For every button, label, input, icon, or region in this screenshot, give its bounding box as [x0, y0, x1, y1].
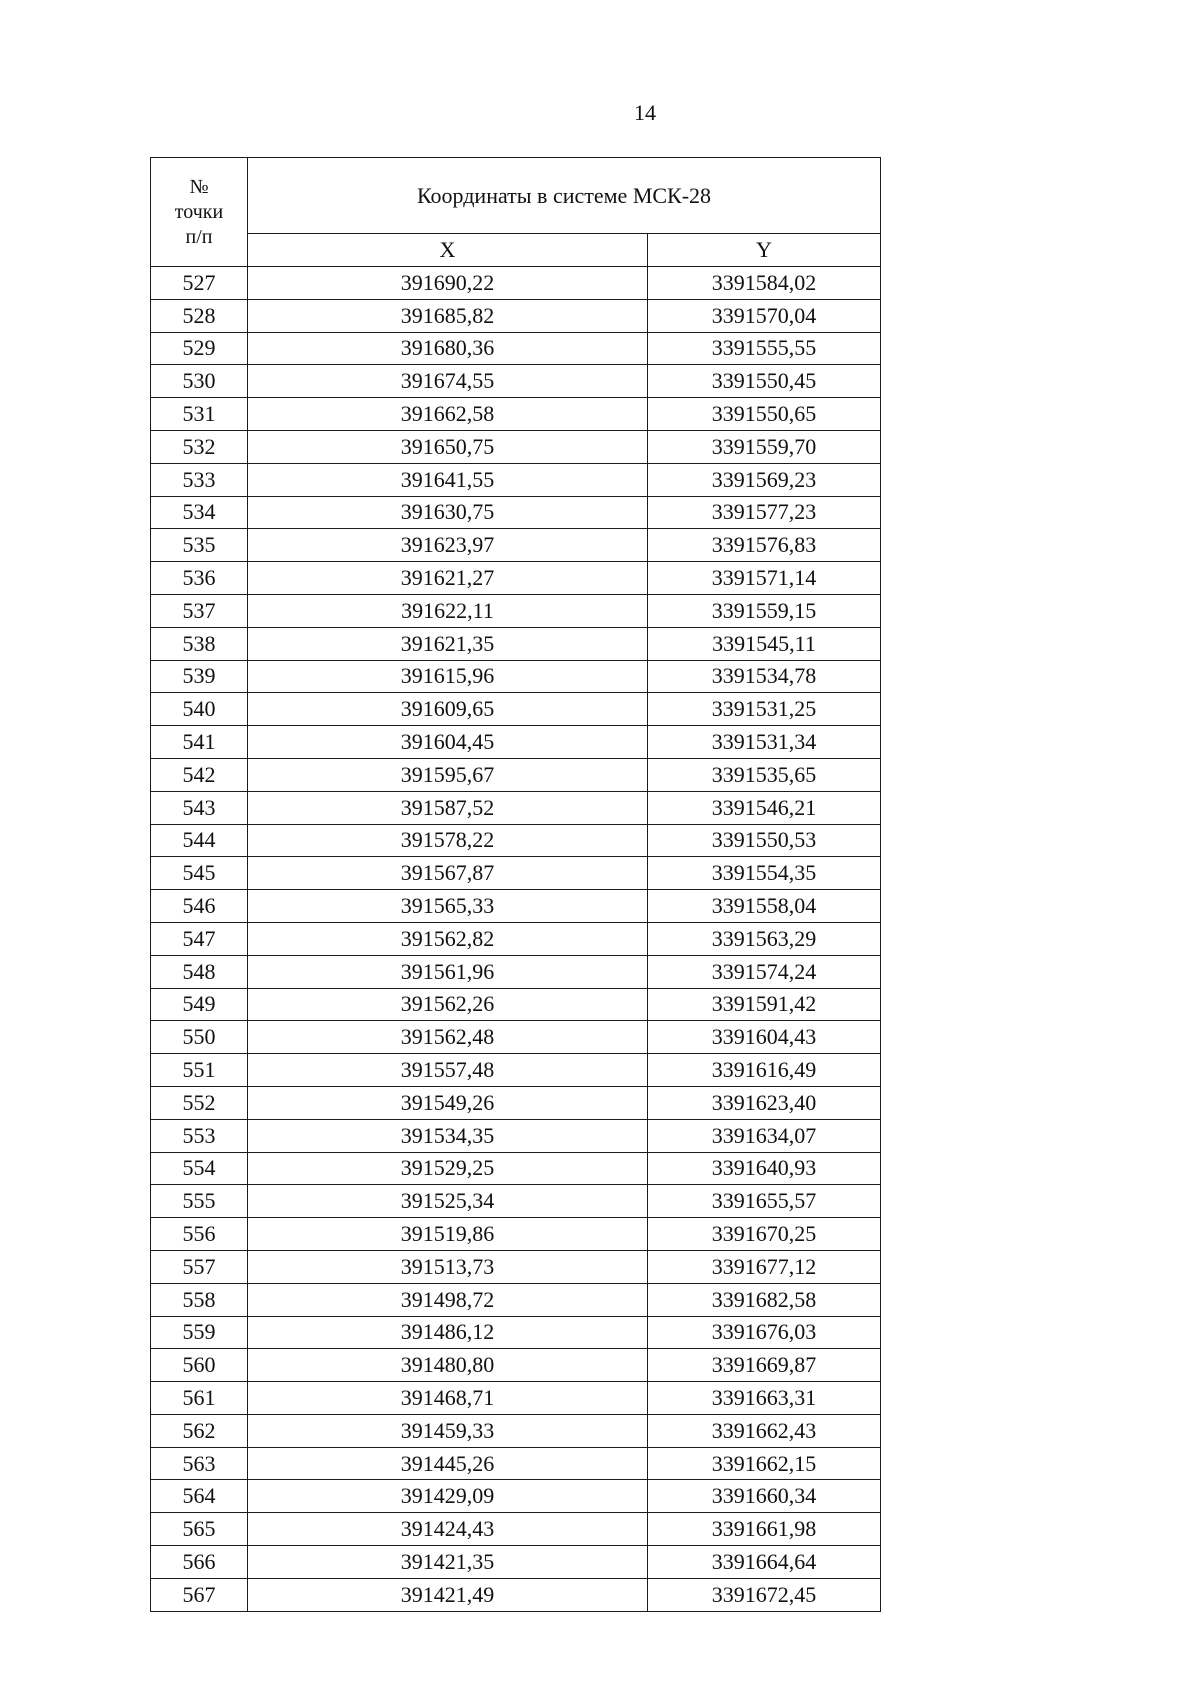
table-row	[151, 365, 881, 398]
y-coordinate-cell: 3391559,70	[648, 430, 881, 463]
x-coordinate-cell: 391459,33	[248, 1414, 648, 1447]
table-row	[151, 1185, 881, 1218]
table-row	[151, 463, 881, 496]
table-row	[151, 1218, 881, 1251]
x-coordinate-cell: 391557,48	[248, 1054, 648, 1087]
y-coordinate-cell: 3391672,45	[648, 1578, 881, 1611]
point-number-cell: 545	[151, 857, 248, 890]
y-coordinate-cell: 3391623,40	[648, 1086, 881, 1119]
table-row	[151, 1086, 881, 1119]
x-coordinate-cell: 391630,75	[248, 496, 648, 529]
table-row	[151, 594, 881, 627]
point-number-header-line2: точки	[174, 200, 224, 223]
point-number-cell: 542	[151, 758, 248, 791]
table-row	[151, 1119, 881, 1152]
point-number-cell: 550	[151, 1021, 248, 1054]
table-row	[151, 1250, 881, 1283]
point-number-cell: 553	[151, 1119, 248, 1152]
x-coordinate-cell: 391650,75	[248, 430, 648, 463]
y-coordinate-cell: 3391584,02	[648, 267, 881, 300]
y-coordinate-cell: 3391546,21	[648, 791, 881, 824]
point-number-cell: 536	[151, 562, 248, 595]
point-number-cell: 534	[151, 496, 248, 529]
table-row	[151, 398, 881, 431]
table-row	[151, 1480, 881, 1513]
table-row	[151, 726, 881, 759]
point-number-cell: 543	[151, 791, 248, 824]
table-row	[151, 430, 881, 463]
y-coordinate-cell: 3391604,43	[648, 1021, 881, 1054]
table-row	[151, 1447, 881, 1480]
x-coordinate-cell: 391513,73	[248, 1250, 648, 1283]
x-coordinate-cell: 391595,67	[248, 758, 648, 791]
y-coordinate-cell: 3391535,65	[648, 758, 881, 791]
y-coordinate-cell: 3391559,15	[648, 594, 881, 627]
table-row	[151, 562, 881, 595]
y-coordinate-cell: 3391555,55	[648, 332, 881, 365]
table-row	[151, 332, 881, 365]
x-coordinate-cell: 391421,35	[248, 1546, 648, 1579]
point-number-cell: 547	[151, 922, 248, 955]
point-number-cell: 529	[151, 332, 248, 365]
point-number-cell: 557	[151, 1250, 248, 1283]
y-coordinate-cell: 3391682,58	[648, 1283, 881, 1316]
x-coordinate-cell: 391468,71	[248, 1382, 648, 1415]
table-row	[151, 627, 881, 660]
point-number-cell: 546	[151, 890, 248, 923]
x-coordinate-cell: 391565,33	[248, 890, 648, 923]
point-number-cell: 566	[151, 1546, 248, 1579]
x-coordinate-cell: 391562,26	[248, 988, 648, 1021]
point-number-cell: 559	[151, 1316, 248, 1349]
table-row	[151, 496, 881, 529]
y-coordinate-cell: 3391550,53	[648, 824, 881, 857]
x-coordinate-cell: 391680,36	[248, 332, 648, 365]
coordinates-system-header: Координаты в системе МСК-28	[248, 158, 881, 234]
y-coordinate-cell: 3391554,35	[648, 857, 881, 890]
x-coordinate-cell: 391421,49	[248, 1578, 648, 1611]
y-coordinate-cell: 3391661,98	[648, 1513, 881, 1546]
point-number-cell: 541	[151, 726, 248, 759]
x-coordinate-cell: 391578,22	[248, 824, 648, 857]
table-row	[151, 955, 881, 988]
point-number-header-line1: №	[189, 175, 209, 198]
table-row	[151, 1414, 881, 1447]
y-coordinate-cell: 3391664,64	[648, 1546, 881, 1579]
table-row	[151, 824, 881, 857]
point-number-cell: 561	[151, 1382, 248, 1415]
y-coordinate-cell: 3391669,87	[648, 1349, 881, 1382]
table-row	[151, 1382, 881, 1415]
x-coordinate-cell: 391621,27	[248, 562, 648, 595]
y-coordinate-cell: 3391531,25	[648, 693, 881, 726]
table-row	[151, 693, 881, 726]
point-number-cell: 549	[151, 988, 248, 1021]
table-row	[151, 988, 881, 1021]
x-coordinate-cell: 391609,65	[248, 693, 648, 726]
x-coordinate-cell: 391486,12	[248, 1316, 648, 1349]
x-coordinate-cell: 391561,96	[248, 955, 648, 988]
table-row	[151, 1021, 881, 1054]
x-coordinate-cell: 391621,35	[248, 627, 648, 660]
point-number-cell: 548	[151, 955, 248, 988]
y-coordinate-cell: 3391576,83	[648, 529, 881, 562]
y-coordinate-cell: 3391634,07	[648, 1119, 881, 1152]
table-row	[151, 1316, 881, 1349]
y-coordinate-cell: 3391574,24	[648, 955, 881, 988]
point-number-cell: 562	[151, 1414, 248, 1447]
table-row	[151, 890, 881, 923]
x-coordinate-cell: 391623,97	[248, 529, 648, 562]
x-coordinate-cell: 391445,26	[248, 1447, 648, 1480]
table-row	[151, 857, 881, 890]
y-coordinate-cell: 3391676,03	[648, 1316, 881, 1349]
x-coordinate-cell: 391690,22	[248, 267, 648, 300]
page-number: 14	[634, 100, 656, 125]
table-row	[151, 660, 881, 693]
y-coordinate-cell: 3391545,11	[648, 627, 881, 660]
y-coordinate-cell: 3391571,14	[648, 562, 881, 595]
x-coordinate-cell: 391534,35	[248, 1119, 648, 1152]
y-coordinate-cell: 3391570,04	[648, 299, 881, 332]
point-number-cell: 538	[151, 627, 248, 660]
x-coordinate-cell: 391615,96	[248, 660, 648, 693]
x-coordinate-cell: 391622,11	[248, 594, 648, 627]
table-row	[151, 267, 881, 300]
y-coordinate-cell: 3391591,42	[648, 988, 881, 1021]
x-coordinate-cell: 391587,52	[248, 791, 648, 824]
point-number-cell: 567	[151, 1578, 248, 1611]
y-coordinate-cell: 3391569,23	[648, 463, 881, 496]
table-row	[151, 791, 881, 824]
x-coordinate-cell: 391562,82	[248, 922, 648, 955]
table-body	[151, 267, 881, 1612]
table-row	[151, 1283, 881, 1316]
y-coordinate-cell: 3391640,93	[648, 1152, 881, 1185]
table-row	[151, 1578, 881, 1611]
point-number-cell: 552	[151, 1086, 248, 1119]
x-coordinate-cell: 391525,34	[248, 1185, 648, 1218]
y-coordinate-cell: 3391655,57	[648, 1185, 881, 1218]
y-coordinate-cell: 3391662,15	[648, 1447, 881, 1480]
x-coordinate-cell: 391685,82	[248, 299, 648, 332]
x-coordinate-cell: 391549,26	[248, 1086, 648, 1119]
table-row	[151, 299, 881, 332]
x-coordinate-cell: 391662,58	[248, 398, 648, 431]
y-column-header: Y	[648, 234, 881, 267]
x-coordinate-cell: 391567,87	[248, 857, 648, 890]
x-coordinate-cell: 391424,43	[248, 1513, 648, 1546]
x-coordinate-cell: 391641,55	[248, 463, 648, 496]
x-coordinate-cell: 391674,55	[248, 365, 648, 398]
table-row	[151, 1349, 881, 1382]
table-row	[151, 1546, 881, 1579]
point-number-cell: 537	[151, 594, 248, 627]
point-number-cell: 527	[151, 267, 248, 300]
y-coordinate-cell: 3391563,29	[648, 922, 881, 955]
x-coordinate-cell: 391529,25	[248, 1152, 648, 1185]
table-row	[151, 922, 881, 955]
point-number-cell: 531	[151, 398, 248, 431]
x-coordinate-cell: 391604,45	[248, 726, 648, 759]
point-number-header-line3: п/п	[185, 225, 213, 248]
point-number-cell: 563	[151, 1447, 248, 1480]
point-number-cell: 560	[151, 1349, 248, 1382]
point-number-cell: 555	[151, 1185, 248, 1218]
point-number-cell: 556	[151, 1218, 248, 1251]
point-number-cell: 565	[151, 1513, 248, 1546]
point-number-cell: 530	[151, 365, 248, 398]
x-coordinate-cell: 391519,86	[248, 1218, 648, 1251]
point-number-cell: 533	[151, 463, 248, 496]
x-coordinate-cell: 391562,48	[248, 1021, 648, 1054]
table-row	[151, 1152, 881, 1185]
point-number-cell: 539	[151, 660, 248, 693]
point-number-cell: 551	[151, 1054, 248, 1087]
y-coordinate-cell: 3391558,04	[648, 890, 881, 923]
y-coordinate-cell: 3391531,34	[648, 726, 881, 759]
point-number-cell: 532	[151, 430, 248, 463]
y-coordinate-cell: 3391577,23	[648, 496, 881, 529]
y-coordinate-cell: 3391616,49	[648, 1054, 881, 1087]
x-coordinate-cell: 391480,80	[248, 1349, 648, 1382]
x-column-header: X	[248, 234, 648, 267]
x-coordinate-cell: 391429,09	[248, 1480, 648, 1513]
table-row	[151, 1513, 881, 1546]
y-coordinate-cell: 3391670,25	[648, 1218, 881, 1251]
table-row	[151, 1054, 881, 1087]
point-number-cell: 564	[151, 1480, 248, 1513]
point-number-cell: 558	[151, 1283, 248, 1316]
point-number-header	[151, 158, 248, 267]
table-header	[151, 158, 881, 267]
y-coordinate-cell: 3391662,43	[648, 1414, 881, 1447]
point-number-cell: 554	[151, 1152, 248, 1185]
y-coordinate-cell: 3391677,12	[648, 1250, 881, 1283]
x-coordinate-cell: 391498,72	[248, 1283, 648, 1316]
y-coordinate-cell: 3391550,65	[648, 398, 881, 431]
point-number-cell: 535	[151, 529, 248, 562]
y-coordinate-cell: 3391550,45	[648, 365, 881, 398]
coordinates-table	[150, 157, 881, 1612]
y-coordinate-cell: 3391663,31	[648, 1382, 881, 1415]
point-number-cell: 540	[151, 693, 248, 726]
table-row	[151, 529, 881, 562]
y-coordinate-cell: 3391534,78	[648, 660, 881, 693]
point-number-cell: 528	[151, 299, 248, 332]
point-number-cell: 544	[151, 824, 248, 857]
table-row	[151, 758, 881, 791]
y-coordinate-cell: 3391660,34	[648, 1480, 881, 1513]
